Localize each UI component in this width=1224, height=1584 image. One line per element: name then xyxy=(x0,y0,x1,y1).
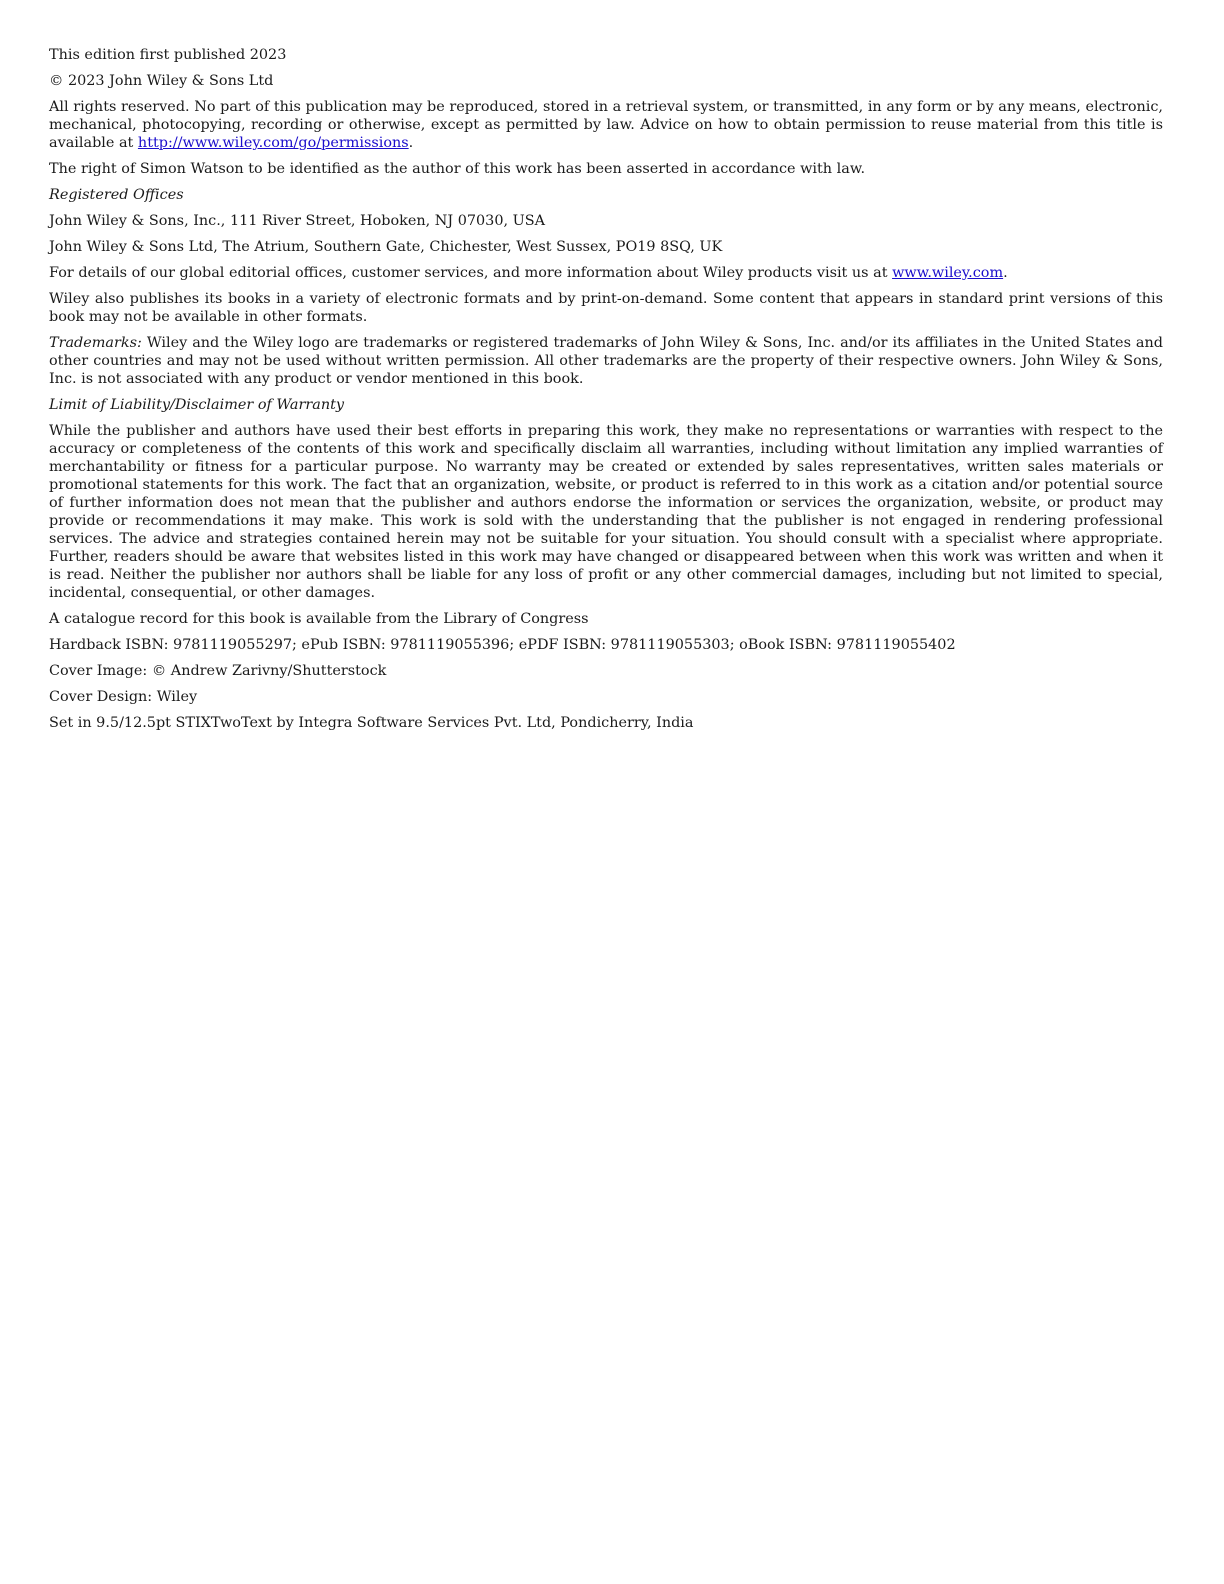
wiley-link[interactable]: www.wiley.com xyxy=(892,265,1004,281)
catalogue-line: A catalogue record for this book is available from the Library of Congress xyxy=(49,611,589,627)
liability-heading: Limit of Liability/Disclaimer of Warranty xyxy=(49,397,345,413)
rights-text: All rights reserved. No part of this publication may be reproduced, stored in a retrieval system, or transmitted, in any form or by any means, electronic, mechanical, photocopying, recording or otherwise, except as permitted by law. Advice on how to obtain permission to reuse material from this title is available at xyxy=(49,99,1163,151)
details-text: For details of our global editorial offices, customer services, and more information about Wiley products visit us at xyxy=(49,265,893,281)
typeset-line: Set in 9.5/12.5pt STIXTwoText by Integra Software Services Pvt. Ltd, Pondicherry, India xyxy=(49,715,694,731)
liability-paragraph: While the publisher and authors have used their best efforts in preparing this work, they make no representations or warranties with respect to the accuracy or completeness of the contents of this work and specifically disclaim all warranties, including without limitation any implied warranties of merchantability or fitness for a particular purpose. No warranty may be created or extended by sales representatives, written sales materials or promotional statements for this work. The fact that an organization, website, or product is referred to in this work as a citation and/or potential source of further information does not mean that the publisher and authors endorse the information or services the organization, website, or product may provide or recommendations it may make. This work is sold with the understanding that the publisher is not engaged in rendering professional services. The advice and strategies contained herein may not be suitable for your situation. You should consult with a specialist where appropriate. Further, readers should be aware that websites listed in this work may have changed or disappeared between when this work was written and when it is read. Neither the publisher nor authors shall be liable for any loss of profit or any other commercial damages, including but not limited to special, incidental, consequential, or other damages. xyxy=(49,423,1163,601)
isbn-line: Hardback ISBN: 9781119055297; ePub ISBN: 9781119055396; ePDF ISBN: 9781119055303; oBook ISBN: 9781119055402 xyxy=(49,637,956,653)
trademarks-paragraph xyxy=(49,334,1163,388)
cover-image-line: Cover Image: © Andrew Zarivny/Shutterstock xyxy=(49,663,387,679)
details-after: . xyxy=(1003,265,1008,281)
rights-paragraph xyxy=(49,98,1163,152)
permissions-link[interactable]: http://www.wiley.com/go/permissions xyxy=(137,135,409,151)
office-uk: John Wiley & Sons Ltd, The Atrium, Southern Gate, Chichester, West Sussex, PO19 8SQ, UK xyxy=(49,239,723,255)
copyright-page xyxy=(49,46,1163,740)
registered-offices-heading: Registered Offices xyxy=(49,187,184,203)
trademarks-text: Wiley and the Wiley logo are trademarks or registered trademarks of John Wiley & Sons, Inc. and/or its affiliates in the United States and other countries and may not be used without written permission. All other trademarks are the property of their respective owners. John Wiley & Sons, Inc. is not associated with any product or vendor mentioned in this book. xyxy=(49,335,1163,387)
trademarks-label: Trademarks: xyxy=(49,335,142,351)
details-paragraph xyxy=(49,264,1163,282)
cover-design-line: Cover Design: Wiley xyxy=(49,689,198,705)
rights-after: . xyxy=(408,135,414,151)
formats-paragraph: Wiley also publishes its books in a variety of electronic formats and by print-on-demand. Some content that appears in standard print versions of this book may not be available in other formats. xyxy=(49,291,1163,325)
copyright-line: © 2023 John Wiley & Sons Ltd xyxy=(49,73,274,89)
office-us: John Wiley & Sons, Inc., 111 River Street, Hoboken, NJ 07030, USA xyxy=(49,213,545,229)
author-right-line: The right of Simon Watson to be identified as the author of this work has been asserted in accordance with law. xyxy=(49,161,866,177)
edition-line: This edition first published 2023 xyxy=(49,47,287,63)
